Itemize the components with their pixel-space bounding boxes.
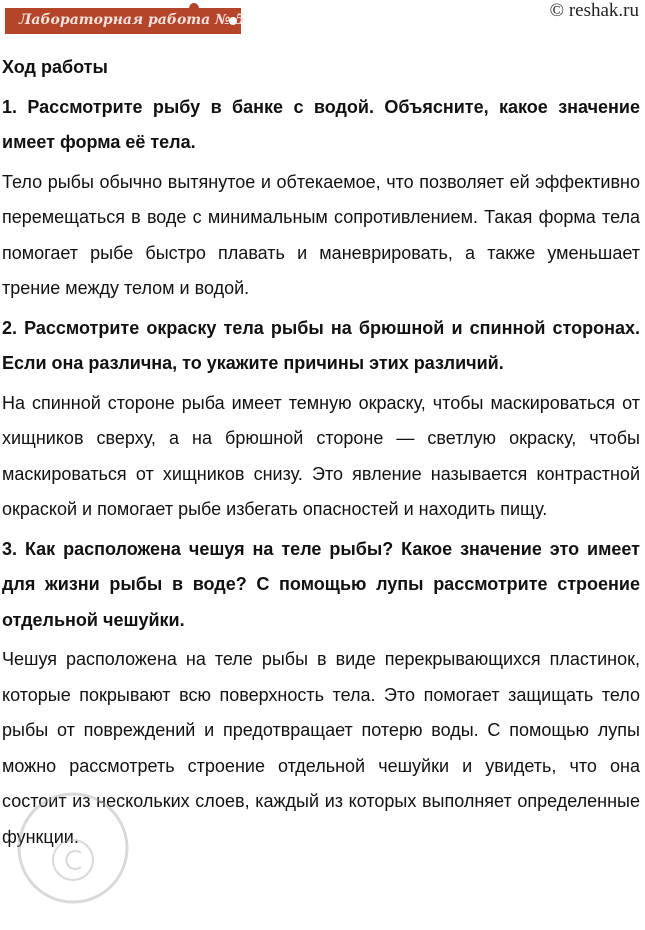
- answer-1: Тело рыбы обычно вытянутое и обтекаемое, что позволяет ей эффективно перемещаться в воде с минимальным сопротивлением. Такая форма тела помогает рыбе быстро плавать и маневрировать, а также уменьшает трение между телом и водой.: [2, 171, 640, 298]
- question-2: 2. Рассмотрите окраску тела рыбы на брюшной и спинной сторонах. Если она различна, то укажите причины этих различий.: [2, 317, 640, 373]
- section-title: Ход работы: [2, 57, 108, 77]
- copyright: © reshak.ru: [549, 0, 639, 21]
- answer-2: На спинной стороне рыба имеет темную окраску, чтобы маскироваться от хищников сверху, а на брюшной стороне — светлую окраску, чтобы маскироваться от хищников снизу. Это явление называется контрастной окраской и помогает рыбе избегать опасностей и находить пищу.: [2, 392, 640, 519]
- content: [0, 50, 645, 855]
- banner-title: Лабораторная работа № 5: [19, 12, 245, 28]
- question-1: 1. Рассмотрите рыбу в банке с водой. Объясните, какое значение имеет форма её тела.: [2, 96, 640, 152]
- question-3: 3. Как расположена чешуя на теле рыбы? Какое значение это имеет для жизни рыбы в воде? С помощью лупы рассмотрите строение отдельной чешуйки.: [2, 538, 640, 630]
- lab-work-banner: [5, 8, 245, 34]
- page-header: [0, 0, 645, 50]
- answer-3: Чешуя расположена на теле рыбы в виде перекрывающихся пластинок, которые покрывают всю поверхность тела. Это помогает защищать тело рыбы от повреждений и предотвращает потерю воды. С помощью лупы можно рассмотреть строение отдельной чешуйки и увидеть, что она состоит из нескольких слоев, каждый из которых выполняет определенные функции.: [2, 649, 640, 847]
